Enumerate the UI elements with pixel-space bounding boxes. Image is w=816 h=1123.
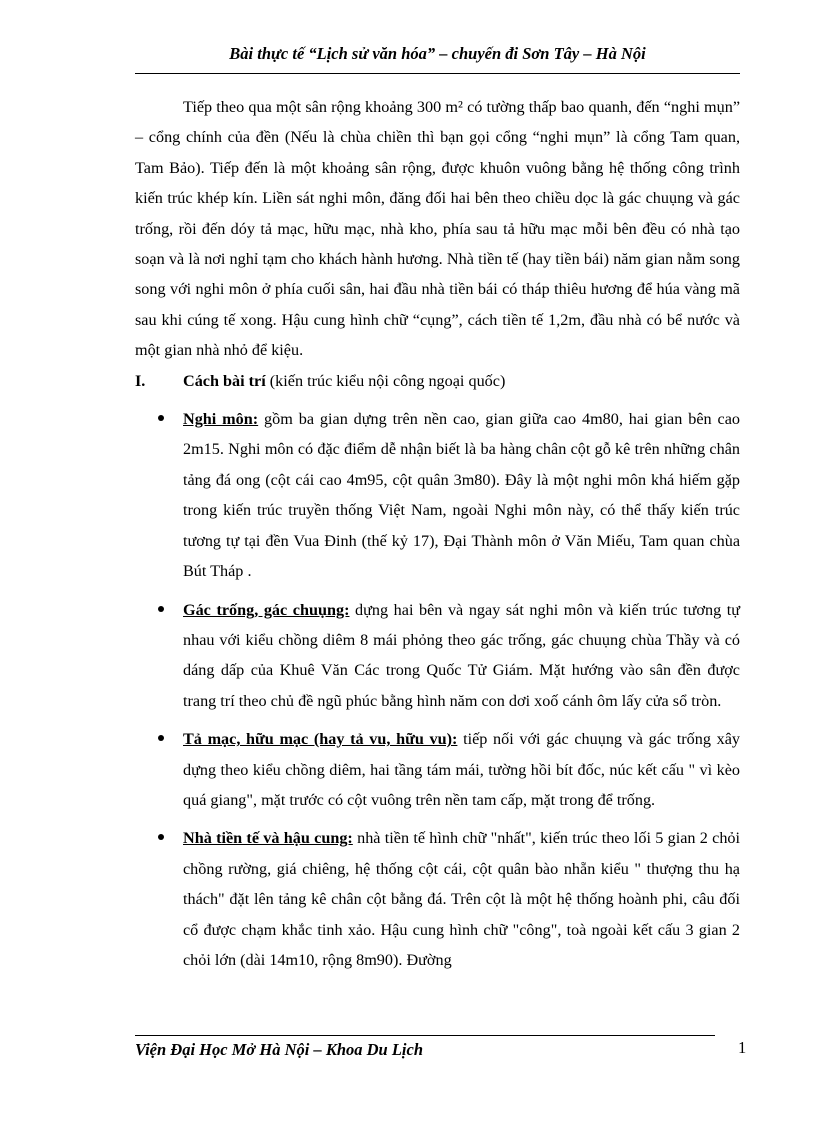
page-number: 1: [738, 1038, 747, 1057]
section-title: Cách bài trí: [183, 371, 266, 390]
item-term: Nghi môn:: [183, 410, 259, 429]
list-item: [135, 595, 740, 717]
bullet-icon: [158, 735, 164, 741]
list-item: [135, 404, 740, 586]
item-text: dựng hai bên và ngay sát nghi môn và kiến trúc tương tự nhau với kiểu chồng diêm 8 mái phỏng theo gác trống, gác chuụng chùa Thầy và có dáng dấp của Khuê Văn Các trong Quốc Tử Giám. Mặt hướng vào sân đền được trang trí theo chủ đề ngũ phúc bằng hình năm con dơi xoố cánh ôm lấy cửa sổ tròn.: [183, 600, 741, 710]
item-text: nhà tiền tế hình chữ "nhất", kiến trúc theo lối 5 gian 2 chỏi chồng rường, giá chiêng, hệ thống cột cái, cột quân bào nhẵn kiểu " thượng thu hạ thách" đặt lên tảng kê chân cột bằng đá. Trên cột là một hệ thống hoành phi, câu đối cổ được chạm khắc tinh xảo. Hậu cung hình chữ "công", toà ngoài kết cấu 3 gian 2 chỏi lớn (dài 14m10, rộng 8m90). Đường: [183, 829, 741, 969]
intro-paragraph: Tiếp theo qua một sân rộng khoảng 300 m² có tường thấp bao quanh, đến “nghi mụn” – cổng chính của đền (Nếu là chùa chiền thì bạn gọi cổng “nghi mụn” là cổng Tam quan, Tam Bảo). Tiếp đến là một khoảng sân rộng, được khuôn vuông bằng hệ thống công trình kiến trúc khép kín. Liền sát nghi môn, đăng đối hai bên theo chiều dọc là gác chuụng và gác trống, rồi đến dóy tả mạc, hữu mạc, nhà kho, phía sau tả hữu mạc mỗi bên đều có nhà tạo soạn và là nơi nghỉ tạm cho khách hành hương. Nhà tiền tế (hay tiền bái) năm gian nằm song song với nghi môn ở phía cuối sân, hai đầu nhà tiền bái có tháp thiêu hương để húa vàng mã sau khi cúng tế xong. Hậu cung hình chữ “cụng”, cách tiền tế 1,2m, đầu nhà có bể nước và một gian nhà nhỏ để kiệu.: [135, 98, 740, 360]
item-text: gồm ba gian dựng trên nền cao, gian giữa cao 4m80, hai gian bên cao 2m15. Nghi môn có đặc điểm dễ nhận biết là ba hàng chân cột gỗ kê trên những chân tảng đá ong (cột cái cao 4m95, cột quân 3m80). Đây là một nghi môn khá hiếm gặp trong kiến trúc truyền thống Việt Nam, ngoài Nghi môn này, có thể thấy kiến trúc tương tự tại đền Vua Đinh (thế kỷ 17), Đại Thành môn ở Văn Miếu, Tam quan chùa Bút Tháp .: [183, 410, 740, 581]
footer-rule: [135, 1035, 715, 1036]
bullet-list: [135, 404, 740, 975]
document-body: [135, 92, 740, 975]
bullet-icon: [158, 834, 164, 840]
page-header: [135, 44, 740, 74]
bullet-icon: [158, 415, 164, 421]
item-term: Gác trống, gác chuụng:: [183, 600, 350, 619]
list-item: [135, 724, 740, 815]
section-heading: [135, 366, 740, 396]
header-title: Bài thực tế “Lịch sử văn hóa” – chuyến đi Sơn Tây – Hà Nội: [229, 44, 646, 63]
item-term: Nhà tiền tế và hậu cung:: [183, 829, 353, 848]
bullet-icon: [158, 606, 164, 612]
item-term: Tả mạc, hữu mạc (hay tả vu, hữu vu):: [183, 730, 458, 749]
item-text: tiếp nối với gác chuụng và gác trống xây dựng theo kiểu chồng diêm, hai tầng tám mái, tường hồi bít đốc, núc kết cấu " vì kèo quá giang", mặt trước có cột vuông trên nền tam cấp, mặt trong để trống.: [183, 730, 740, 809]
footer-text: Viện Đại Học Mở Hà Nội – Khoa Du Lịch: [135, 1040, 424, 1059]
section-number: I.: [135, 371, 146, 390]
list-item: [135, 823, 740, 975]
section-subtitle: (kiến trúc kiểu nội công ngoại quốc): [265, 371, 506, 390]
